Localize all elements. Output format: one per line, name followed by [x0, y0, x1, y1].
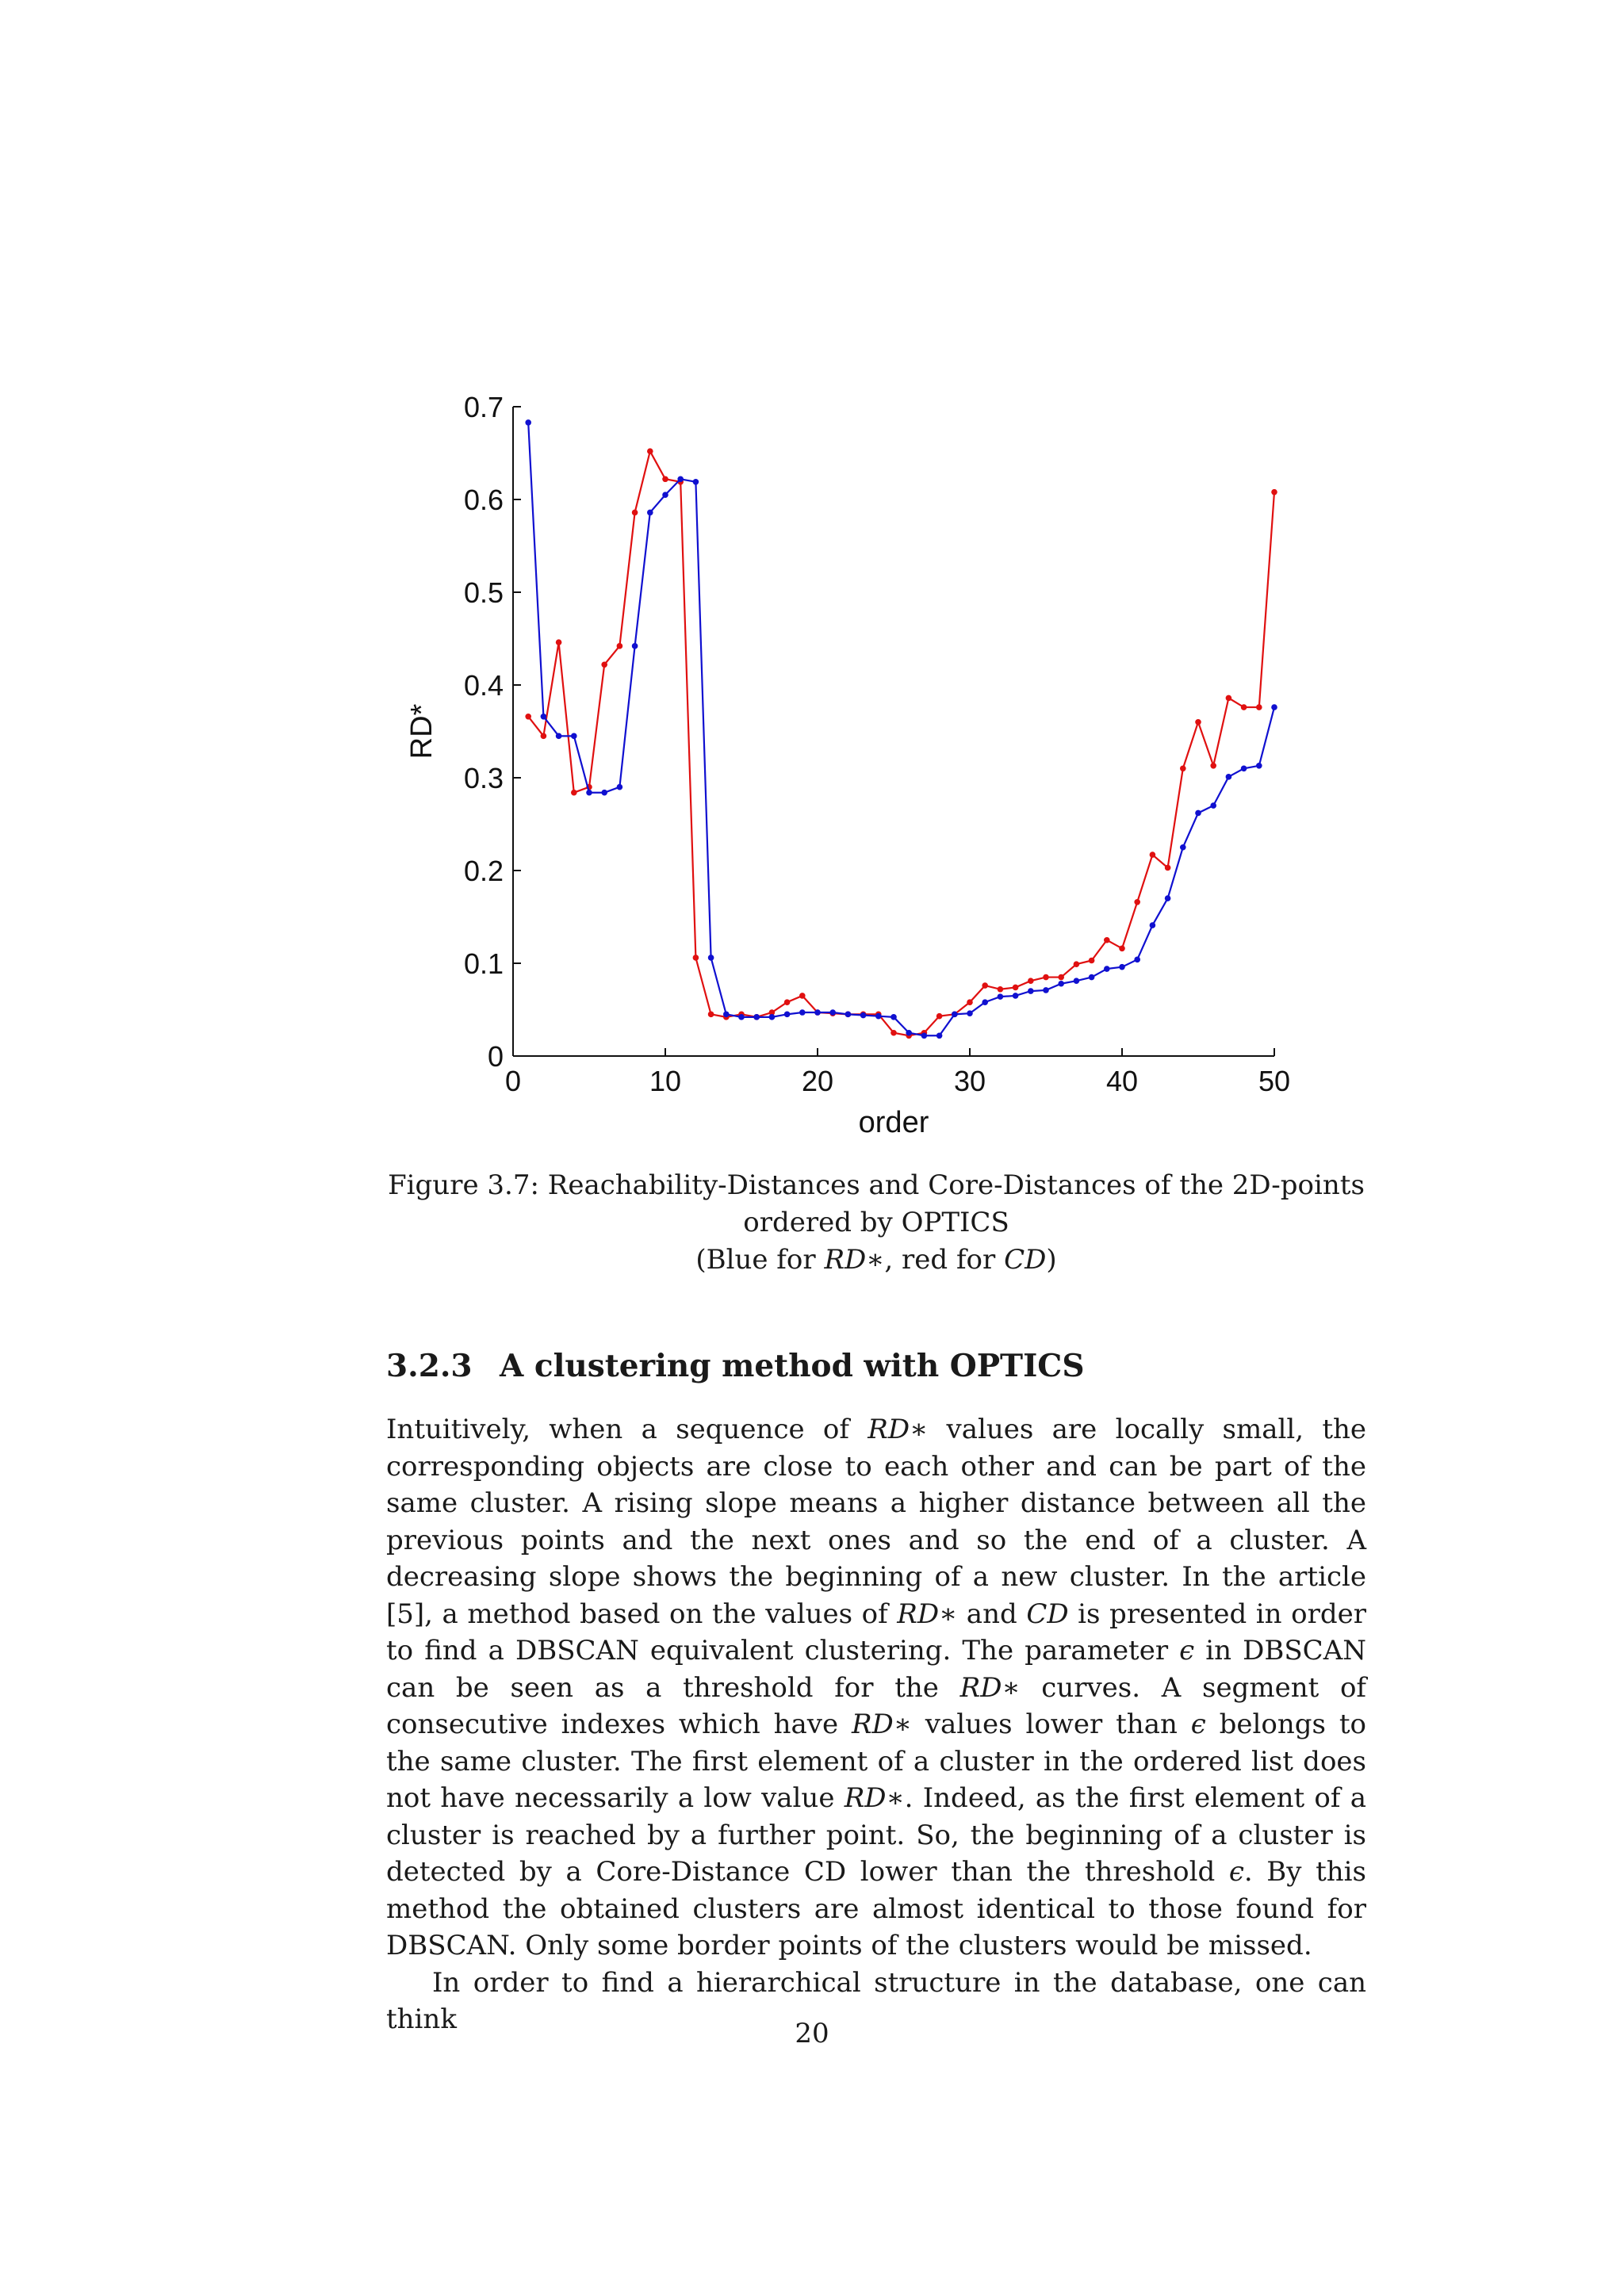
data-point	[1210, 802, 1216, 809]
y-tick-label: 0.3	[463, 762, 504, 794]
data-point	[1043, 987, 1049, 993]
data-point	[662, 492, 668, 498]
series-0	[525, 419, 1277, 1039]
data-point	[1241, 766, 1247, 772]
data-point	[693, 955, 699, 961]
data-point	[1180, 766, 1186, 772]
data-point	[1089, 958, 1095, 964]
data-point	[1271, 704, 1277, 710]
data-point	[998, 986, 1004, 993]
data-point	[541, 714, 547, 720]
data-point	[1271, 489, 1277, 496]
data-point	[753, 1014, 760, 1020]
paragraph-1: Intuitively, when a sequence of RD∗ values are locally small, the corresponding objects are close to each other and can be part of the same cluster. A rising slope means a higher distance between all the previous points and the next ones and so the end of a cluster. A decreasing slope shows the beginning of a new cluster. In the article [5], a method based on the values of RD∗ and CD is presented in order to find a DBSCAN equivalent clustering. The parameter ϵ in DBSCAN can be seen as a threshold for the RD∗ curves. A segment of consecutive indexes which have RD∗ values lower than ϵ belongs to the same cluster. The first element of a cluster in the ordered list does not have necessarily a low value RD∗. Indeed, as the first element of a cluster is reached by a further point. So, the beginning of a cluster is detected by a Core-Distance CD lower than the threshold ϵ. By this method the obtained clusters are almost identical to those found for DBSCAN. Only some border points of the clusters would be missed.	[386, 1414, 1367, 1961]
data-point	[1150, 851, 1156, 858]
data-point	[799, 1009, 806, 1016]
data-point	[875, 1013, 882, 1020]
data-point	[784, 999, 791, 1005]
data-point	[1074, 978, 1080, 984]
data-point	[891, 1014, 897, 1020]
series-line	[528, 423, 1274, 1035]
data-point	[1058, 981, 1064, 987]
data-point	[647, 448, 653, 454]
data-point	[1134, 899, 1140, 905]
data-point	[708, 955, 714, 961]
data-point	[1226, 774, 1232, 780]
series-line	[528, 451, 1274, 1035]
data-point	[738, 1014, 745, 1020]
x-tick-label: 0	[504, 1065, 522, 1097]
data-point	[571, 790, 577, 796]
data-point	[601, 661, 607, 668]
data-point	[998, 993, 1004, 1000]
reachability-chart	[396, 381, 1316, 1142]
section-title: A clustering method with OPTICS	[500, 1348, 1085, 1384]
data-point	[1165, 895, 1171, 901]
data-point	[936, 1032, 943, 1039]
data-point	[784, 1012, 791, 1018]
data-point	[525, 419, 531, 426]
data-point	[1119, 964, 1125, 970]
data-point	[1180, 844, 1186, 851]
data-point	[1104, 966, 1110, 972]
caption-line-2: ordered by OPTICS	[743, 1207, 1009, 1238]
data-point	[921, 1032, 928, 1039]
data-point	[693, 479, 699, 485]
x-tick-label: 30	[953, 1065, 986, 1097]
data-point	[1013, 985, 1019, 991]
data-point	[571, 733, 577, 740]
data-point	[601, 790, 607, 796]
data-point	[982, 999, 988, 1005]
data-point	[1210, 763, 1216, 769]
data-point	[1256, 763, 1262, 769]
data-point	[906, 1030, 912, 1036]
data-point	[586, 790, 592, 796]
x-tick-label: 10	[649, 1065, 682, 1097]
y-tick-label: 0.7	[463, 391, 504, 423]
section-heading	[386, 1348, 1085, 1384]
data-point	[617, 784, 623, 790]
data-point	[632, 643, 638, 649]
data-point	[967, 1010, 973, 1016]
data-point	[1058, 974, 1064, 981]
y-tick-label: 0.1	[463, 947, 504, 980]
data-point	[677, 476, 684, 482]
x-tick-label: 40	[1105, 1065, 1139, 1097]
data-point	[1226, 695, 1232, 702]
data-point	[556, 639, 562, 645]
data-point	[891, 1030, 897, 1036]
data-point	[617, 643, 623, 649]
data-point	[814, 1009, 821, 1016]
page-number: 20	[795, 2018, 829, 2049]
data-point	[769, 1014, 776, 1020]
body-text	[386, 1411, 1366, 2038]
data-point	[1165, 865, 1171, 871]
data-point	[1013, 993, 1019, 999]
data-point	[1241, 704, 1247, 710]
data-point	[1134, 957, 1140, 963]
data-point	[1104, 937, 1110, 943]
y-tick-label: 0	[487, 1040, 504, 1073]
y-axis-title: RD*	[405, 703, 439, 760]
data-point	[632, 510, 638, 516]
data-point	[708, 1012, 714, 1018]
data-point	[1195, 719, 1201, 725]
y-tick-label: 0.2	[463, 855, 504, 887]
data-point	[967, 999, 973, 1005]
paragraph-2: In order to find a hierarchical structure in the database, one can think	[386, 1966, 1366, 2035]
data-point	[936, 1013, 943, 1020]
y-tick-label: 0.5	[463, 576, 504, 609]
chart-series	[525, 419, 1277, 1039]
data-point	[952, 1012, 958, 1018]
data-point	[525, 714, 531, 720]
data-point	[799, 993, 806, 999]
data-point	[541, 733, 547, 740]
y-tick-label: 0.4	[463, 669, 504, 702]
data-point	[1089, 974, 1095, 981]
data-point	[1043, 974, 1049, 981]
series-1	[525, 448, 1277, 1039]
data-point	[556, 733, 562, 740]
data-point	[860, 1012, 867, 1019]
x-tick-label: 50	[1258, 1065, 1291, 1097]
figure-caption	[381, 1167, 1372, 1279]
data-point	[1028, 978, 1034, 984]
caption-line-1: Figure 3.7: Reachability-Distances and Core-Distances of the 2D-points	[388, 1169, 1365, 1201]
caption-line-3: (Blue for RD∗, red for CD)	[695, 1244, 1057, 1276]
data-point	[1150, 922, 1156, 928]
data-point	[845, 1012, 852, 1018]
data-point	[829, 1009, 836, 1016]
data-point	[1119, 945, 1125, 951]
data-point	[723, 1012, 730, 1018]
y-tick-label: 0.6	[463, 484, 504, 516]
data-point	[1074, 961, 1080, 967]
chart-axes	[464, 391, 1290, 1097]
data-point	[647, 510, 653, 516]
x-tick-label: 20	[801, 1065, 834, 1097]
section-number: 3.2.3	[386, 1348, 473, 1384]
x-axis-title: order	[858, 1106, 929, 1139]
data-point	[1028, 988, 1034, 994]
data-point	[1256, 704, 1262, 710]
data-point	[982, 982, 988, 989]
data-point	[662, 476, 668, 482]
data-point	[1195, 810, 1201, 817]
